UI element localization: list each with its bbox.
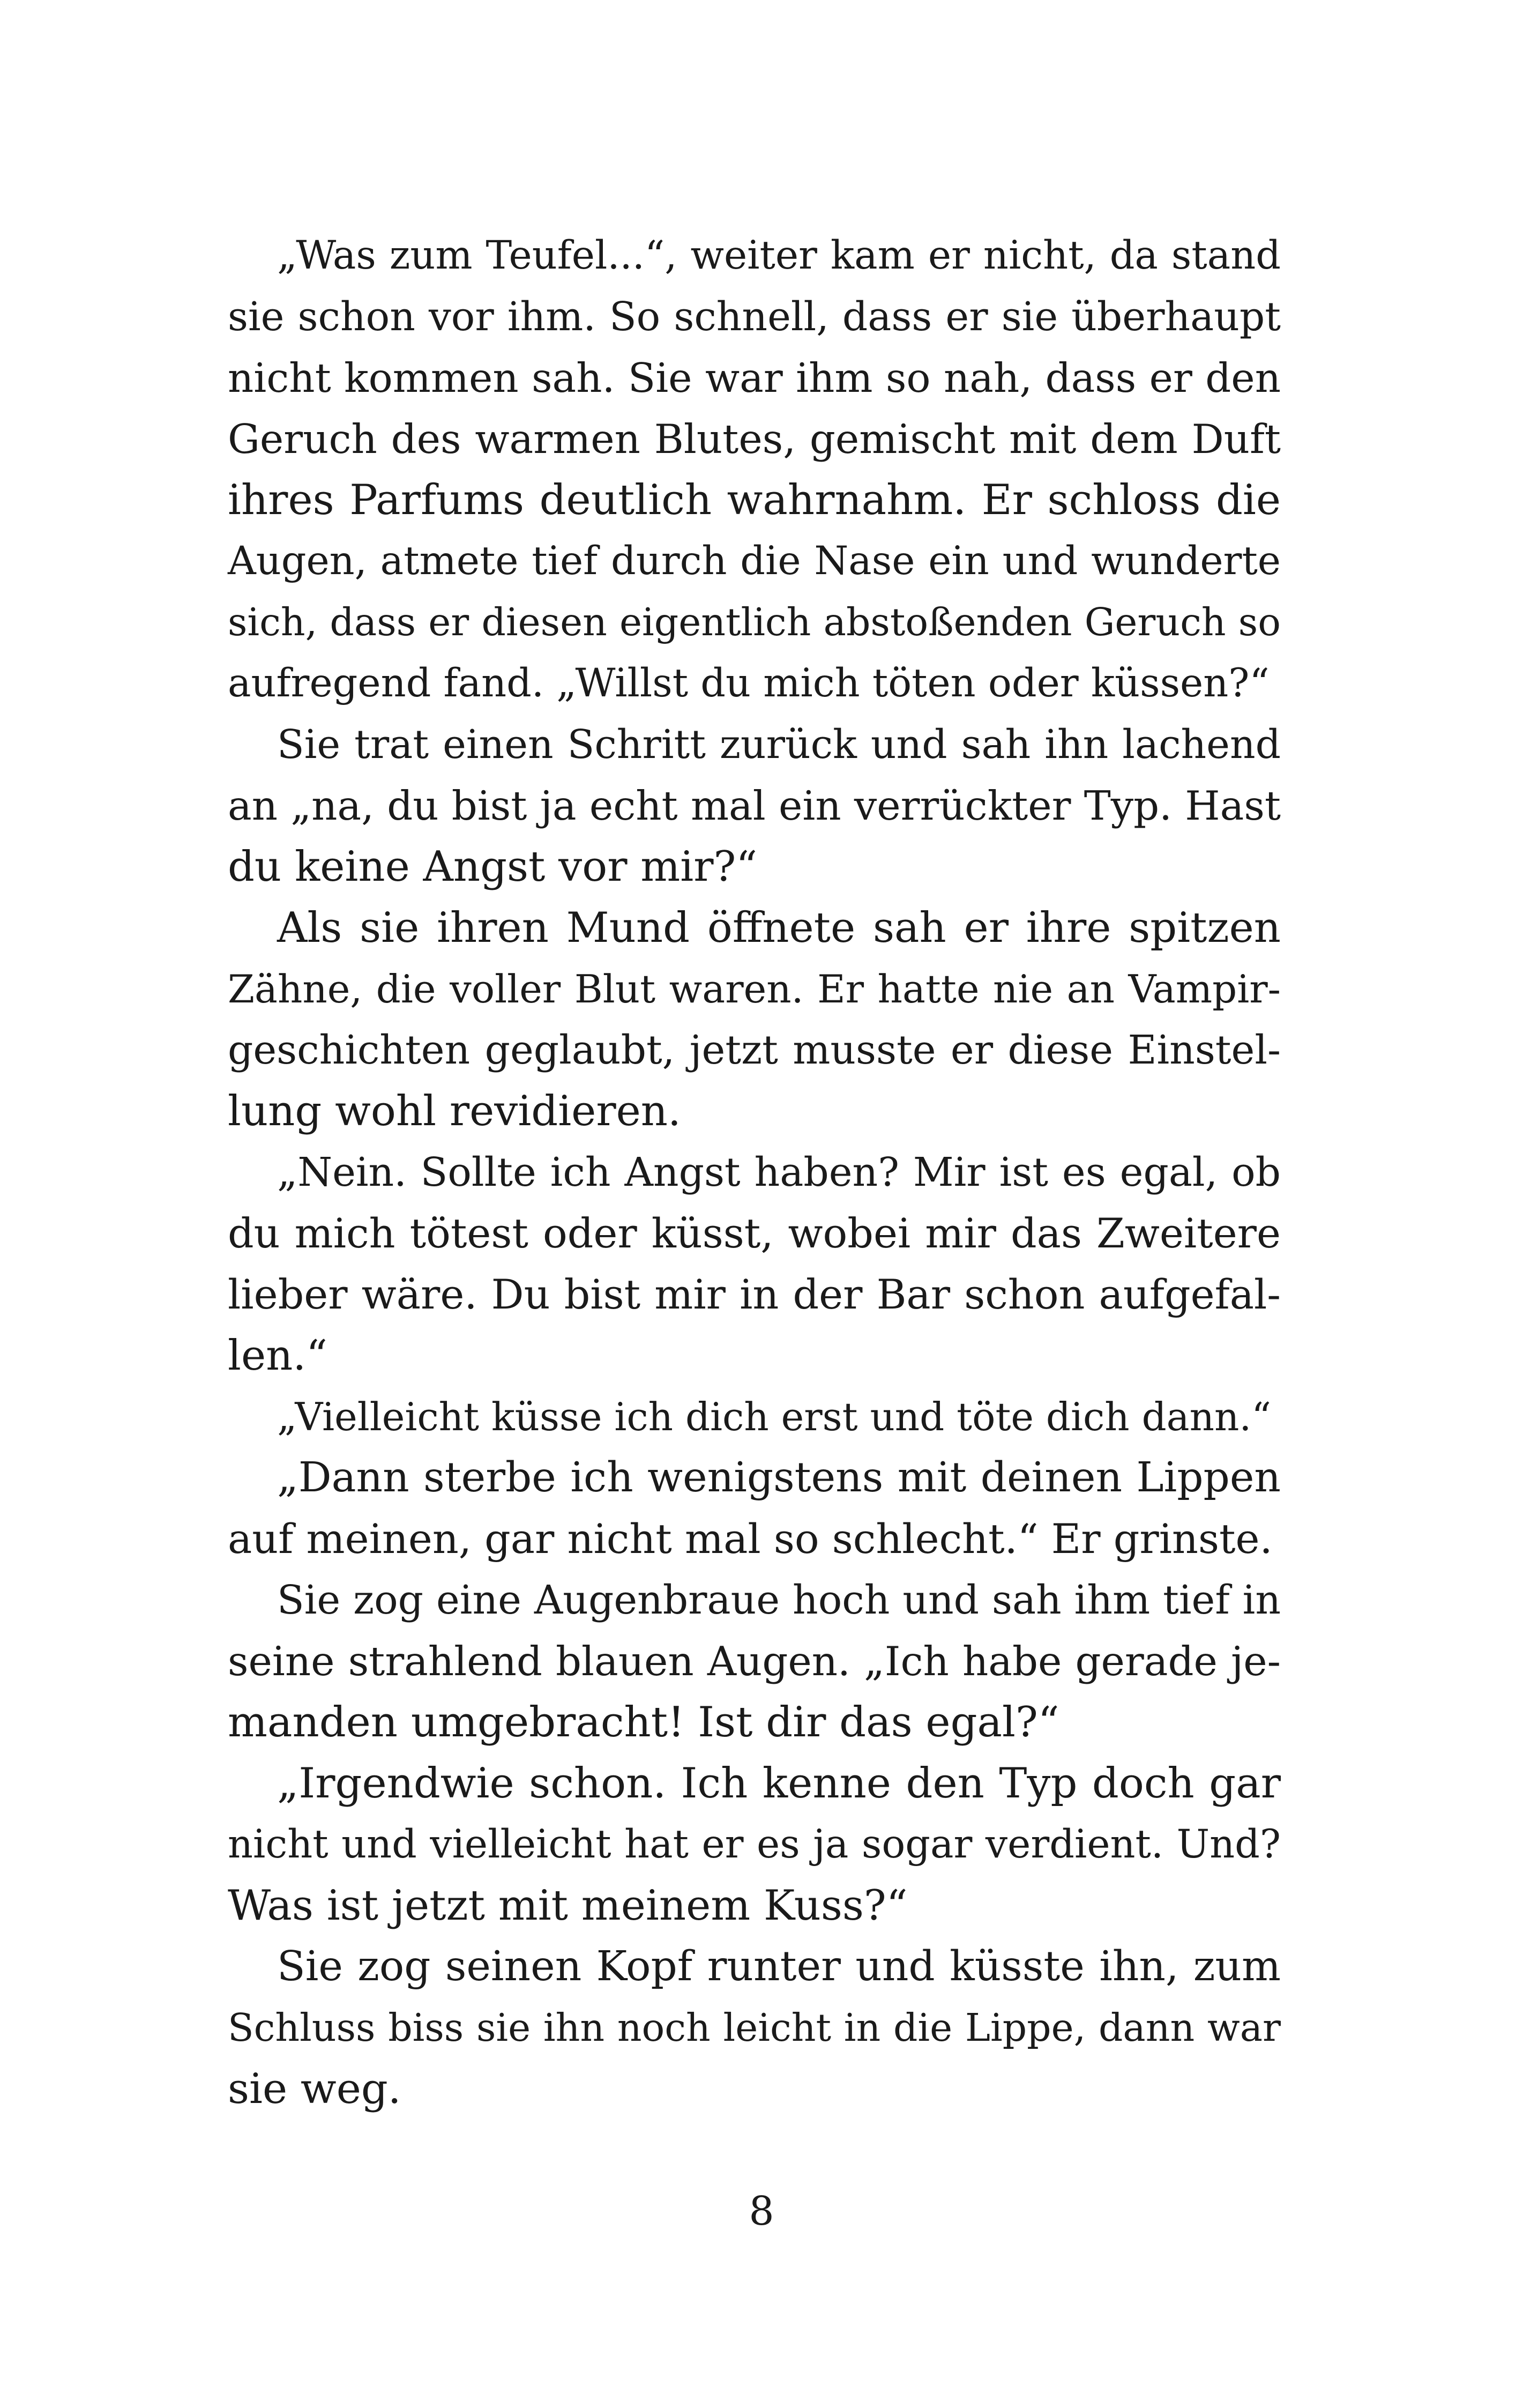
text-line: Zähne, die voller Blut waren. Er hatte nie an Vampir- [228,967,1281,1012]
text-line: „Irgendwie schon. Ich kenne den Typ doch gar [277,1759,1281,1808]
text-line: nicht und vielleicht hat er es ja sogar verdient. Und? [228,1822,1281,1867]
text-line: Geruch des warmen Blutes, gemischt mit dem Duft [228,415,1281,463]
text-line: len.“ [228,1332,328,1380]
text-line: aufregend fand. „Willst du mich töten oder küssen?“ [228,660,1270,706]
text-line: Augen, atmete tief durch die Nase ein und wunderte [228,538,1281,584]
text-line: sie weg. [228,2065,401,2113]
text-line: nicht kommen sah. Sie war ihm so nah, dass er den [228,354,1281,402]
text-line: an „na, du bist ja echt mal ein verrückter Typ. Hast [228,782,1281,829]
text-line: sich, dass er diesen eigentlich abstoßenden Geruch so [228,600,1281,644]
body-text [228,225,1281,2120]
text-line: „Was zum Teufel...“, weiter kam er nicht, da stand [277,233,1281,278]
text-line: „Vielleicht küsse ich dich erst und töte dich dann.“ [277,1394,1272,1439]
text-line: Sie zog eine Augenbraue hoch und sah ihm tief in [277,1577,1281,1623]
text-line: Was ist jetzt mit meinem Kuss?“ [228,1882,908,1930]
text-line: lung wohl revidieren. [228,1087,681,1135]
text-line: geschichten geglaubt, jetzt musste er diese Einstel- [228,1027,1281,1073]
text-line: ihres Parfums deutlich wahrnahm. Er schloss die [228,476,1281,524]
text-line: du mich tötest oder küsst, wobei mir das Zweitere [228,1209,1281,1257]
text-line: „Nein. Sollte ich Angst haben? Mir ist es egal, ob [277,1149,1281,1195]
text-line: auf meinen, gar nicht mal so schlecht.“ Er grinste. [228,1515,1273,1563]
text-line: Sie zog seinen Kopf runter und küsste ihn, zum [277,1943,1281,1990]
page-number: 8 [749,2188,774,2234]
text-line: Schluss biss sie ihn noch leicht in die Lippe, dann war [228,2005,1281,2050]
text-line: „Dann sterbe ich wenigstens mit deinen Lippen [277,1454,1281,1502]
text-line: lieber wäre. Du bist mir in der Bar schon aufgefal- [228,1270,1281,1318]
text-line: seine strahlend blauen Augen. „Ich habe gerade je- [228,1638,1281,1685]
text-line: du keine Angst vor mir?“ [228,843,758,891]
text-line: Als sie ihren Mund öffnete sah er ihre spitzen [277,904,1281,952]
text-line: sie schon vor ihm. So schnell, dass er sie überhaupt [228,294,1281,340]
text-line: manden umgebracht! Ist dir das egal?“ [228,1698,1059,1746]
text-line: Sie trat einen Schritt zurück und sah ihn lachend [277,722,1281,768]
